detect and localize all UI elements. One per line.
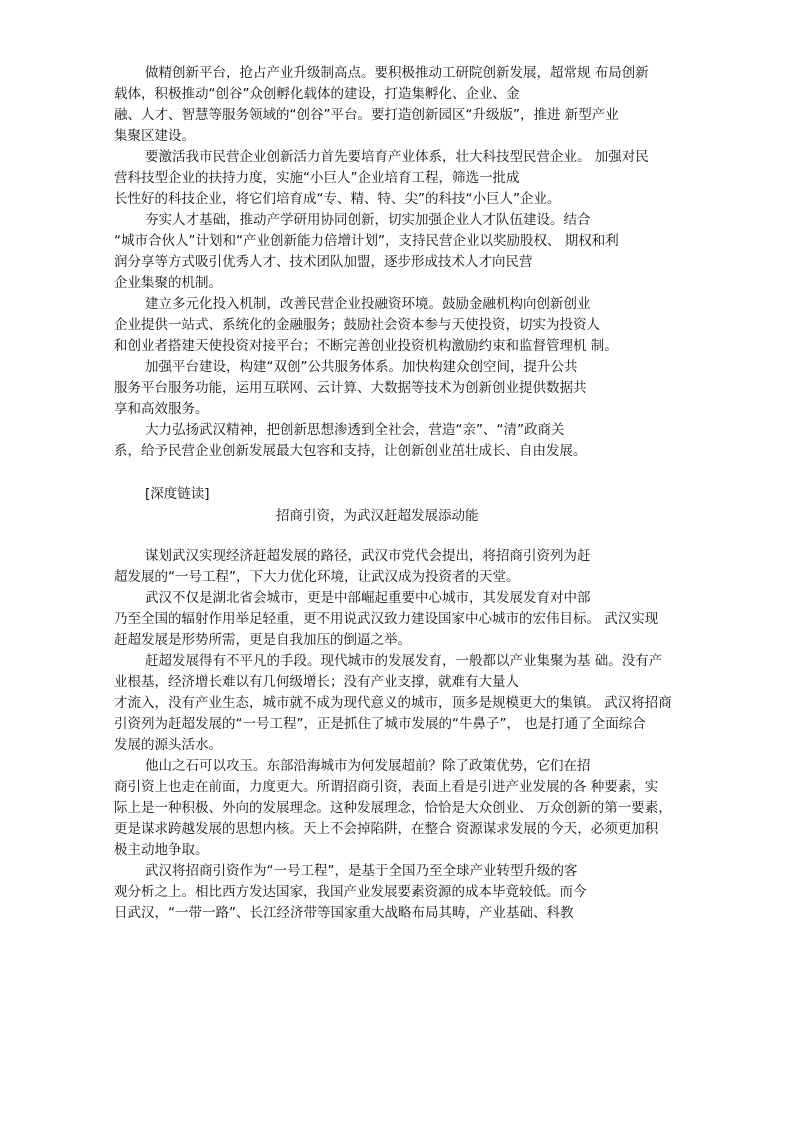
paragraph-line: 商引资上也走在前面，力度更大。所谓招商引资，表面上看是引进产业发展的各 种要素，实 <box>114 779 659 795</box>
paragraph-line: 他山之石可以攻玉。东部沿海城市为何发展超前？除了政策优势，它们在招 <box>145 758 591 774</box>
paragraph-line: “城市合伙人”计划和“产业创新能力倍增计划”，支持民营企业以奖励股权、 期权和利 <box>114 233 619 249</box>
paragraph-line: 更是谋求跨越发展的思想内核。天上不会掉陷阱，在整合 资源谋求发展的今天，必须更加积 <box>114 821 659 837</box>
paragraph-line: 引资列为赶超发展的“一号工程”，正是抓住了城市发展的“牛鼻子”， 也是打通了全面综合 <box>114 716 646 732</box>
paragraph-line: 观分析之上。相比西方发达国家，我国产业发展要素资源的成本毕竟较低。而今 <box>114 884 587 900</box>
paragraph-line: 集聚区建设。 <box>114 128 195 144</box>
paragraph-line: 加强平台建设，构建“双创”公共服务体系。加快构建众创空间，提升公共 <box>145 359 578 375</box>
paragraph-line: 乃至全国的辐射作用举足轻重，更不用说武汉致力建设国家中心城市的宏伟目标。 武汉实现 <box>114 611 659 627</box>
article-title: 招商引资，为武汉赶超发展添动能 <box>276 508 479 524</box>
paragraph-line: 业根基，经济增长难以有几何级增长；没有产业支撑，就难有大量人 <box>114 674 519 690</box>
paragraph-line: 建立多元化投入机制，改善民营企业投融资环境。鼓励金融机构向创新创业 <box>145 296 591 312</box>
paragraph-line: 际上是一种积极、外向的发展理念。这种发展理念，恰恰是大众创业、 万众创新的第一要素， <box>114 800 672 816</box>
paragraph-line: 润分享等方式吸引优秀人才、技术团队加盟，逐步形成技术人才向民营 <box>114 254 533 270</box>
paragraph-line: 做精创新平台，抢占产业升级制高点。要积极推动工研院创新发展，超常规 布局创新 <box>145 65 649 81</box>
paragraph-line: 企业提供一站式、系统化的金融服务；鼓励社会资本参与天使投资，切实为投资人 <box>114 317 600 333</box>
paragraph-line: 谋划武汉实现经济赶超发展的路径，武汉市党代会提出，将招商引资列为赶 <box>145 548 591 564</box>
paragraph-line: 大力弘扬武汉精神，把创新思想渗透到全社会，营造“亲”、“清”政商关 <box>145 422 565 438</box>
paragraph-line: 发展的源头活水。 <box>114 737 222 753</box>
paragraph-line: 服务平台服务功能，运用互联网、云计算、大数据等技术为创新创业提供数据共 <box>114 380 587 396</box>
paragraph-line: 营科技型企业的扶持力度，实施“小巨人”企业培育工程，筛选一批成 <box>114 170 520 186</box>
paragraph-line: 武汉将招商引资作为“一号工程”，是基于全国乃至全球产业转型升级的客 <box>145 863 578 879</box>
paragraph-line: 超发展的“一号工程”，下大力优化环境，让武汉成为投资者的天堂。 <box>114 569 520 585</box>
paragraph-line: 夯实人才基础，推动产学研用协同创新，切实加强企业人才队伍建设。结合 <box>145 212 591 228</box>
paragraph-line: 才流入，没有产业生态，城市就不成为现代意义的城市，顶多是规模更大的集镇。 武汉将招商 <box>114 695 672 711</box>
paragraph-line: 极主动地争取。 <box>114 842 209 858</box>
paragraph-line: 赶超发展得有不平凡的手段。现代城市的发展发育，一般都以产业集聚为基 础。没有产 <box>145 653 663 669</box>
paragraph-line: 日武汉，“一带一路”、长江经济带等国家重大战略布局其畴，产业基础、科教 <box>114 905 574 921</box>
paragraph-line: 和创业者搭建天使投资对接平台；不断完善创业投资机构激励约束和监督管理机 制。 <box>114 338 618 354</box>
paragraph-line: 武汉不仅是湖北省会城市，更是中部崛起重要中心城市，其发展发育对中部 <box>145 590 591 606</box>
paragraph-line: 系，给予民营企业创新发展最大包容和支持，让创新创业茁壮成长、自由发展。 <box>114 443 587 459</box>
paragraph-line: 企业集聚的机制。 <box>114 275 222 291</box>
paragraph-line: 长性好的科技企业，将它们培育成“专、精、特、尖”的科技“小巨人”企业。 <box>114 191 561 207</box>
deep-reading-tag: [深度链读] <box>145 486 210 502</box>
paragraph-line: 赶超发展是形势所需，更是自我加压的倒逼之举。 <box>114 632 411 648</box>
paragraph-line: 融、人才、智慧等服务领域的“创谷”平台。要打造创新园区“升级版”，推进 新型产业 <box>114 107 619 123</box>
paragraph-line: 载体，积极推动“创谷”众创孵化载体的建设，打造集孵化、企业、金 <box>114 86 520 102</box>
paragraph-line: 享和高效服务。 <box>114 401 209 417</box>
paragraph-line: 要激活我市民营企业创新活力首先要培育产业体系，壮大科技型民营企业。 加强对民 <box>145 149 649 165</box>
